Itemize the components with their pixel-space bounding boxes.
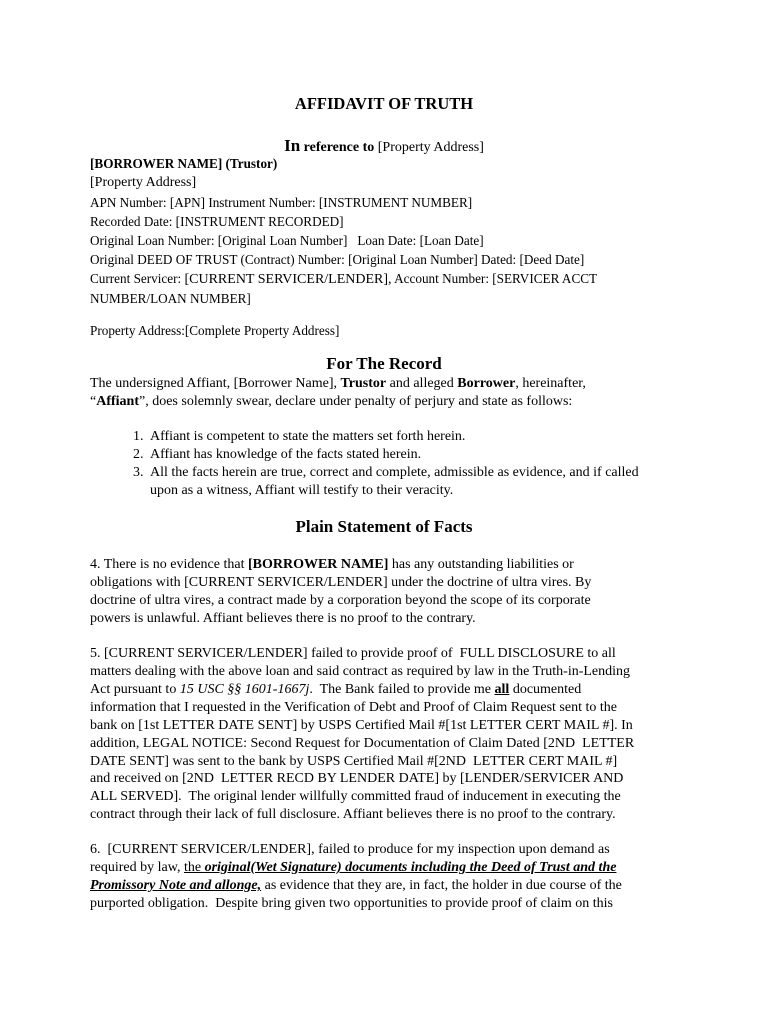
intro-text: “: [90, 394, 97, 409]
intro-affiant: Affiant: [96, 394, 139, 409]
intro-text: and alleged: [386, 376, 458, 391]
para-4-line: powers is unlawful. Affiant believes there is no proof to the contrary.: [90, 611, 476, 626]
servicer-account: Account Number: [SERVICER ACCT: [391, 271, 598, 286]
servicer-line: [90, 270, 597, 289]
recorded-date-line: Recorded Date: [INSTRUMENT RECORDED]: [90, 214, 344, 229]
para-5-line: and received on [2ND LETTER RECD BY LENDER DATE] by [LENDER/SERVICER AND: [90, 771, 624, 786]
para-6-line: 6. [CURRENT SERVICER/LENDER], failed to produce for my inspection upon demand as: [90, 842, 610, 857]
deed-of-trust-line: Original DEED OF TRUST (Contract) Number: [Original Loan Number] Dated: [Deed Date]: [90, 252, 585, 267]
intro-borrower: Borrower: [457, 376, 516, 391]
list-text: Affiant has knowledge of the facts stated herein.: [150, 447, 422, 462]
document-title: AFFIDAVIT OF TRUTH: [294, 94, 474, 113]
para-5-line: contract through their lack of full disclosure. Affiant believes there is no proof to the contrary.: [90, 807, 616, 822]
intro-text: The undersigned Affiant, [Borrower Name],: [90, 376, 341, 391]
list-number: 2.: [133, 447, 144, 462]
list-number: 3.: [133, 465, 144, 480]
loan-number-line: Original Loan Number: [Original Loan Number] Loan Date: [Loan Date]: [90, 233, 484, 248]
para-promissory-note: Promissory Note and allonge,: [90, 878, 262, 893]
para-text: Act pursuant to: [90, 682, 180, 697]
para-text: as evidence that they are, in fact, the holder in due course of the: [261, 878, 622, 893]
para-text: . The Bank failed to provide me: [309, 682, 495, 697]
para-text: 4. There is no evidence that: [90, 557, 248, 572]
para-6-line: purported obligation. Despite bring given two opportunities to provide proof of claim on this: [90, 896, 613, 911]
para-5-line: addition, LEGAL NOTICE: Second Request for Documentation of Claim Dated [2ND LETTER: [90, 736, 635, 751]
heading-for-the-record: For The Record: [326, 354, 442, 373]
property-address: [Property Address]: [90, 175, 197, 190]
intro-line-1: [90, 375, 586, 393]
para-5-line: [90, 681, 581, 699]
para-4-line: obligations with [CURRENT SERVICER/LENDER] under the doctrine of ultra vires. By: [90, 575, 592, 590]
list-item: [133, 428, 465, 446]
list-text: Affiant is competent to state the matters set forth herein.: [150, 429, 466, 444]
para-4-line: doctrine of ultra vires, a contract made by a corporation beyond the scope of its corporate: [90, 593, 591, 608]
para-6-line: [90, 877, 622, 895]
para-text: required by law,: [90, 860, 184, 875]
apn-line: APN Number: [APN] Instrument Number: [INSTRUMENT NUMBER]: [90, 195, 473, 210]
intro-text: ”, does solemnly swear, declare under penalty of perjury and state as follows:: [139, 394, 573, 409]
para-5-line: information that I requested in the Verification of Debt and Proof of Claim Request sent to the: [90, 700, 617, 715]
borrower-name: [BORROWER NAME] (Trustor): [90, 156, 278, 171]
para-underlined-text: the: [183, 860, 205, 875]
servicer-value: [CURRENT SERVICER/LENDER],: [184, 272, 392, 287]
intro-trustor: Trustor: [340, 376, 387, 391]
para-text: has any outstanding liabilities or: [388, 557, 574, 572]
reference-address: [Property Address]: [377, 140, 484, 155]
list-number: 1.: [133, 429, 144, 444]
list-item: [133, 446, 421, 464]
list-item: [133, 464, 639, 482]
para-all-emphasis: all: [494, 682, 510, 697]
para-original-documents: original(Wet Signature) documents including the Deed of Trust and the: [204, 860, 617, 875]
para-4-line: [90, 556, 574, 574]
para-text: documented: [509, 682, 582, 697]
intro-line-2: [90, 393, 572, 411]
para-borrower-name: [BORROWER NAME]: [247, 557, 389, 572]
servicer-account-cont: NUMBER/LOAN NUMBER]: [90, 291, 251, 306]
para-5-line: DATE SENT] was sent to the bank by USPS Certified Mail #[2ND LETTER CERT MAIL #]: [90, 754, 618, 769]
intro-text: , hereinafter,: [515, 376, 586, 391]
para-5-line: ALL SERVED]. The original lender willfully committed fraud of inducement in executing the: [90, 789, 621, 804]
heading-plain-statement: Plain Statement of Facts: [295, 517, 473, 536]
reference-in: In: [284, 136, 301, 155]
list-item-continuation: upon as a witness, Affiant will testify to their veracity.: [150, 483, 454, 498]
para-5-line: matters dealing with the above loan and said contract as required by law in the Truth-in-Lending: [90, 664, 631, 679]
list-text: All the facts herein are true, correct and complete, admissible as evidence, and if called: [150, 465, 639, 480]
reference-to-label: reference to: [303, 140, 375, 155]
para-6-line: [90, 859, 616, 877]
servicer-label: Current Servicer:: [90, 271, 185, 286]
para-5-line: 5. [CURRENT SERVICER/LENDER] failed to provide proof of FULL DISCLOSURE to all: [90, 646, 616, 661]
para-5-line: bank on [1st LETTER DATE SENT] by USPS Certified Mail #[1st LETTER CERT MAIL #]. In: [90, 718, 633, 733]
para-usc-citation: 15 USC §§ 1601-1667j: [179, 682, 310, 697]
complete-property-address: Property Address:[Complete Property Address]: [90, 323, 340, 338]
